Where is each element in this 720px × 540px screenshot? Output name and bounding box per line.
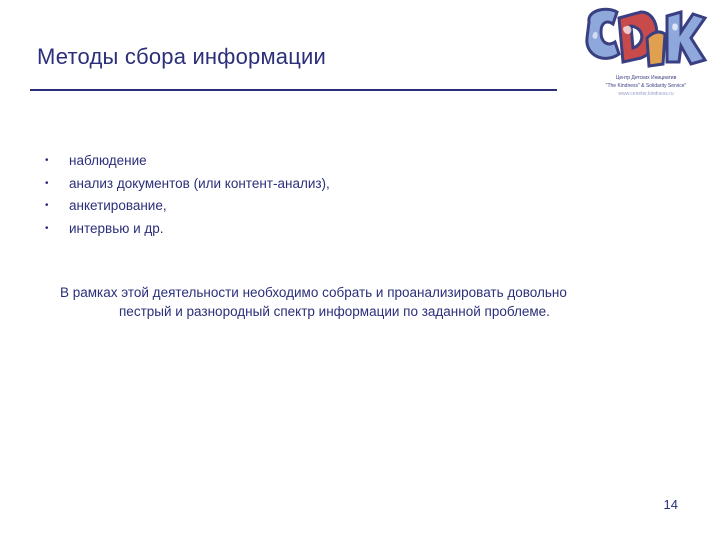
list-item [45,218,330,241]
page-number: 14 [663,497,678,512]
paragraph-line: пестрый и разнородный спектр информации по заданной проблеме. [119,304,550,319]
graffiti-logo [583,4,709,72]
bullet-icon: • [45,177,49,189]
list-item-text: анкетирование, [69,198,167,213]
logo-letter-c [587,9,619,58]
logo-letter-k [667,12,705,64]
logo-caption-line-2: "The Kindness" & Solidarity Service" [605,83,687,89]
paragraph-line: В рамках этой деятельности необходимо собрать и проанализировать довольно [60,285,567,300]
title-underline [30,89,557,91]
bullet-icon: • [45,155,49,166]
logo-caption [580,74,712,98]
bullet-icon: • [45,200,49,211]
bullet-icon: • [45,222,49,234]
logo-letter-i [647,32,665,66]
list-item-text: анализ документов (или контент-анализ), [69,175,330,191]
logo-splash-2 [672,23,678,30]
body-paragraph [60,283,660,321]
logo-caption-line-1: Центр Детских Инициатив [615,75,677,81]
methods-list [45,150,330,240]
slide-title: Методы сбора информации [37,44,326,69]
list-item [45,150,330,173]
list-item-text: наблюдение [69,153,147,168]
list-item-text: интервью и др. [69,220,164,236]
list-item [45,195,330,218]
list-item [45,173,330,196]
logo-caption-line-3: www.ceneter.kindness.ru [618,91,674,97]
